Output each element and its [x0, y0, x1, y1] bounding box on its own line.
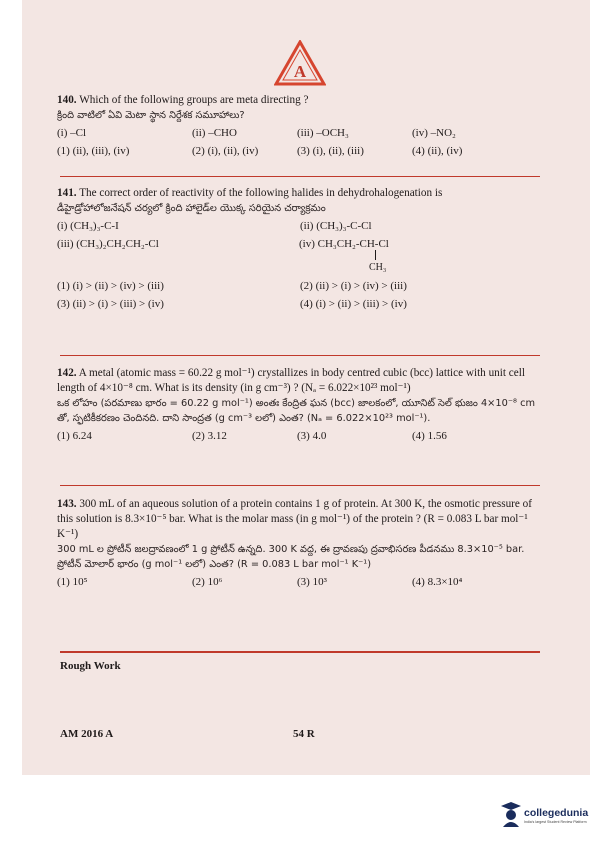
option[interactable]: (3) (i), (ii), (iii)	[297, 145, 364, 157]
item: (iv) –NO₂	[412, 127, 456, 139]
question-text: Which of the following groups are meta directing ?	[79, 94, 309, 106]
item: (iii) –OCH₃	[297, 127, 349, 139]
question-141	[57, 186, 542, 312]
rough-work-label: Rough Work	[60, 660, 121, 672]
option-row	[57, 278, 542, 294]
item-row	[57, 125, 542, 141]
option[interactable]: (1) (i) > (ii) > (iv) > (iii)	[57, 280, 164, 292]
option[interactable]: (1) (ii), (iii), (iv)	[57, 145, 130, 157]
ch3-branch: CH₃	[369, 262, 387, 273]
divider	[60, 355, 540, 356]
question-text-telugu: ఒక లోహం (పరమాణు భారం = 60.22 g mol⁻¹) అంతః కేంద్రిత ఘన (bcc) జాలకంలో, యూనిట్ సెల్ భుజం 4×10⁻⁸ cm తో, స్ఫటికీకరణం చెందినది. దాని సాంద్రత (g cm⁻³ లలో) ఎంత? (Nₐ = 6.022×10²³ mol⁻¹).	[57, 398, 535, 424]
option[interactable]: (3) 4.0	[297, 430, 327, 442]
question-number: 141.	[57, 187, 77, 199]
graduate-icon	[500, 801, 522, 827]
option-row	[57, 143, 542, 159]
divider	[60, 485, 540, 486]
item: (iv) CH₃CH₂-CH-Cl	[299, 238, 389, 250]
divider-thick	[60, 651, 540, 653]
footer-code: AM 2016 A	[60, 728, 114, 740]
item: (i) –Cl	[57, 127, 87, 139]
item-row	[57, 218, 542, 234]
option[interactable]: (2) 3.12	[192, 430, 227, 442]
item: (i) (CH₃)₃-C-I	[57, 220, 119, 232]
page-number: 54 R	[293, 728, 315, 740]
paper-code: A	[293, 62, 307, 81]
item: (iii) (CH₃)₂CH₂CH₂-Cl	[57, 238, 159, 250]
question-text-telugu: 300 mL ల ప్రోటీన్ జలద్రావణంలో 1 g ప్రోటీన్ ఉన్నది. 300 K వద్ద, ఈ ద్రావణపు ద్రవాభిసరణ పీడనము 8.3×10⁻⁵ bar. ప్రోటీన్ మోలార్ భారం (g mol⁻¹ లలో) ఎంత? (R = 0.083 L bar mol⁻¹ K⁻¹)	[57, 544, 525, 570]
option[interactable]: (4) 8.3×10⁴	[412, 576, 463, 588]
option-row	[57, 574, 542, 590]
item: (ii) (CH₃)₃-C-Cl	[300, 220, 372, 232]
option[interactable]: (4) 1.56	[412, 430, 447, 442]
option[interactable]: (2) 10⁶	[192, 576, 223, 588]
question-140	[57, 93, 542, 159]
option[interactable]: (1) 6.24	[57, 430, 92, 442]
item-row	[57, 236, 542, 273]
option[interactable]: (2) (i), (ii), (iv)	[192, 145, 259, 157]
option[interactable]: (1) 10⁵	[57, 576, 88, 588]
divider	[60, 176, 540, 177]
option[interactable]: (2) (ii) > (i) > (iv) > (iii)	[300, 280, 407, 292]
brand-name: collegedunia	[524, 807, 589, 819]
option[interactable]: (3) (ii) > (i) > (iii) > (iv)	[57, 298, 164, 310]
question-number: 143.	[57, 498, 77, 510]
paper-code-triangle	[274, 40, 326, 86]
brand-logo[interactable]	[500, 801, 590, 829]
question-142	[57, 366, 542, 444]
question-text-telugu: క్రింది వాటిలో ఏవి మెటా స్థాన నిర్దేశక సమూహాలు?	[57, 110, 245, 121]
bond-line	[375, 250, 376, 260]
question-text: The correct order of reactivity of the following halides in dehydrohalogenation is	[79, 187, 443, 199]
brand-tagline: India's largest Student Review Platform	[524, 820, 587, 824]
question-number: 142.	[57, 367, 77, 379]
option[interactable]: (4) (i) > (ii) > (iii) > (iv)	[300, 298, 407, 310]
item: (ii) –CHO	[192, 127, 237, 139]
option-row	[57, 296, 542, 312]
question-text: A metal (atomic mass = 60.22 g mol⁻¹) crystallizes in body centred cubic (bcc) lattice with unit cell length of 4×10⁻⁸ cm. What is its density (in g cm⁻³) ? (Nₐ = 6.022×10²³ mol⁻¹)	[57, 367, 525, 394]
question-143	[57, 497, 542, 590]
question-text-telugu: డీహైడ్రోహాలోజనేషన్ చర్యలో క్రింది హాలైడ్‌ల యొక్క సరియైన చర్యాక్రమం	[57, 203, 326, 214]
question-number: 140.	[57, 94, 77, 106]
item-structure	[299, 236, 542, 273]
option-row	[57, 428, 542, 444]
option[interactable]: (4) (ii), (iv)	[412, 145, 463, 157]
option[interactable]: (3) 10³	[297, 576, 327, 588]
question-text: 300 mL of an aqueous solution of a protein contains 1 g of protein. At 300 K, the osmotic pressure of this solution is 8.3×10⁻⁵ bar. What is the molar mass (in g mol⁻¹) of the protein ? (R = 0.083 L bar mol⁻¹ K⁻¹)	[57, 498, 532, 540]
